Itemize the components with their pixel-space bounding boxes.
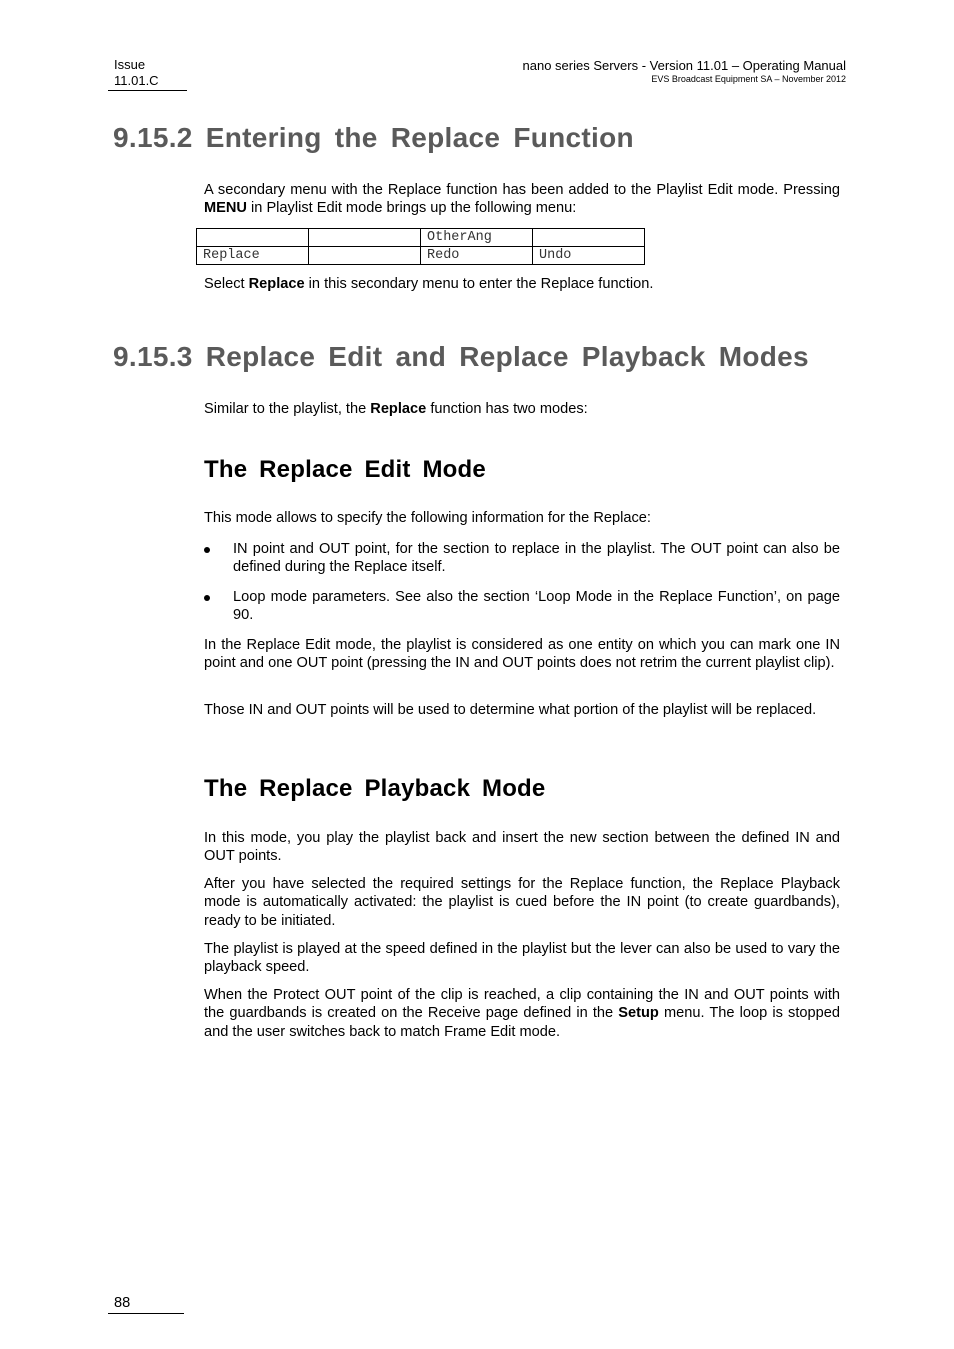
bullet-text: IN point and OUT point, for the section to replace in the playlist. The OUT point can also be defined during the Replace itself. bbox=[233, 541, 840, 576]
page-number-block bbox=[108, 1294, 184, 1314]
para-text-1: When the Protect OUT point of the clip is reached, a clip containing the IN and OUT points with the guardbands is created on the Receive page defined in the bbox=[204, 987, 840, 1022]
bullet-icon bbox=[204, 547, 210, 553]
menu-row bbox=[197, 229, 645, 247]
issue-block bbox=[108, 57, 187, 91]
menu-cell-undo: Undo bbox=[533, 247, 645, 265]
list-item bbox=[204, 588, 840, 625]
section-2-intro bbox=[204, 400, 840, 418]
bullet-icon bbox=[204, 595, 210, 601]
section-heading-9-15-2: 9.15.2 Entering the Replace Function bbox=[113, 122, 634, 153]
menu-cell bbox=[309, 247, 421, 265]
menu-key-term: MENU bbox=[204, 200, 247, 217]
manual-title: nano series Servers - Version 11.01 – Operating Manual bbox=[522, 58, 846, 73]
section-1-intro bbox=[204, 181, 840, 218]
select-text-1: Select bbox=[204, 276, 249, 292]
select-replace-text bbox=[204, 275, 840, 293]
playback-mode-paragraph-2: After you have selected the required settings for the Replace function, the Replace Playback mode is automatically activated: the playlist is cued before the IN point (to create guardbands), ready to be initiated. bbox=[204, 876, 840, 929]
replace-edit-mode-heading: The Replace Edit Mode bbox=[204, 456, 486, 483]
playback-mode-paragraph-3: The playlist is played at the speed defined in the playlist but the lever can also be used to vary the playback speed. bbox=[204, 941, 840, 976]
bullet-text: Loop mode parameters. See also the section ‘Loop Mode in the Replace Function’, on page 90. bbox=[233, 588, 840, 624]
issue-number: 11.01.C bbox=[114, 73, 159, 88]
setup-term: Setup bbox=[618, 1005, 659, 1022]
intro-text-1: A secondary menu with the Replace function has been added to the Playlist Edit mode. Pressing bbox=[204, 182, 840, 198]
section-heading-9-15-3: 9.15.3 Replace Edit and Replace Playback Modes bbox=[113, 341, 809, 372]
edit-mode-bullet-list bbox=[204, 540, 840, 636]
playback-mode-paragraph-4 bbox=[204, 986, 840, 1041]
menu-cell bbox=[533, 229, 645, 247]
issue-label: Issue bbox=[114, 57, 146, 72]
list-item bbox=[204, 540, 840, 577]
menu-row bbox=[197, 247, 645, 265]
secondary-menu-table bbox=[196, 228, 645, 265]
menu-cell bbox=[197, 229, 309, 247]
replace-term: Replace bbox=[370, 401, 427, 417]
menu-cell bbox=[309, 229, 421, 247]
para-text-2: menu. The loop is stopped and the user switches back to match Frame Edit mode. bbox=[204, 1005, 840, 1040]
intro-text-1: Similar to the playlist, the bbox=[204, 401, 371, 417]
replace-term: Replace bbox=[248, 276, 305, 292]
intro-text-2: in Playlist Edit mode brings up the following menu: bbox=[246, 200, 577, 217]
replace-playback-mode-heading: The Replace Playback Mode bbox=[204, 775, 546, 802]
menu-cell-otherang: OtherAng bbox=[421, 229, 533, 247]
running-header bbox=[523, 58, 847, 85]
playback-mode-paragraph-1: In this mode, you play the playlist back and insert the new section between the defined IN and OUT points. bbox=[204, 830, 840, 865]
edit-mode-paragraph-1: In the Replace Edit mode, the playlist is considered as one entity on which you can mark one IN point and one OUT point (pressing the IN and OUT points does not retrim the current playlist clip). bbox=[204, 637, 840, 672]
menu-cell-replace: Replace bbox=[197, 247, 309, 265]
edit-mode-paragraph-2: Those IN and OUT points will be used to determine what portion of the playlist will be replaced. bbox=[204, 702, 817, 718]
intro-text-2: function has two modes: bbox=[426, 401, 588, 417]
menu-cell-redo: Redo bbox=[421, 247, 533, 265]
page-number: 88 bbox=[114, 1295, 131, 1311]
edit-mode-intro: This mode allows to specify the following information for the Replace: bbox=[204, 510, 651, 526]
select-text-2: in this secondary menu to enter the Replace function. bbox=[304, 276, 654, 292]
publisher-line: EVS Broadcast Equipment SA – November 2012 bbox=[651, 74, 846, 84]
